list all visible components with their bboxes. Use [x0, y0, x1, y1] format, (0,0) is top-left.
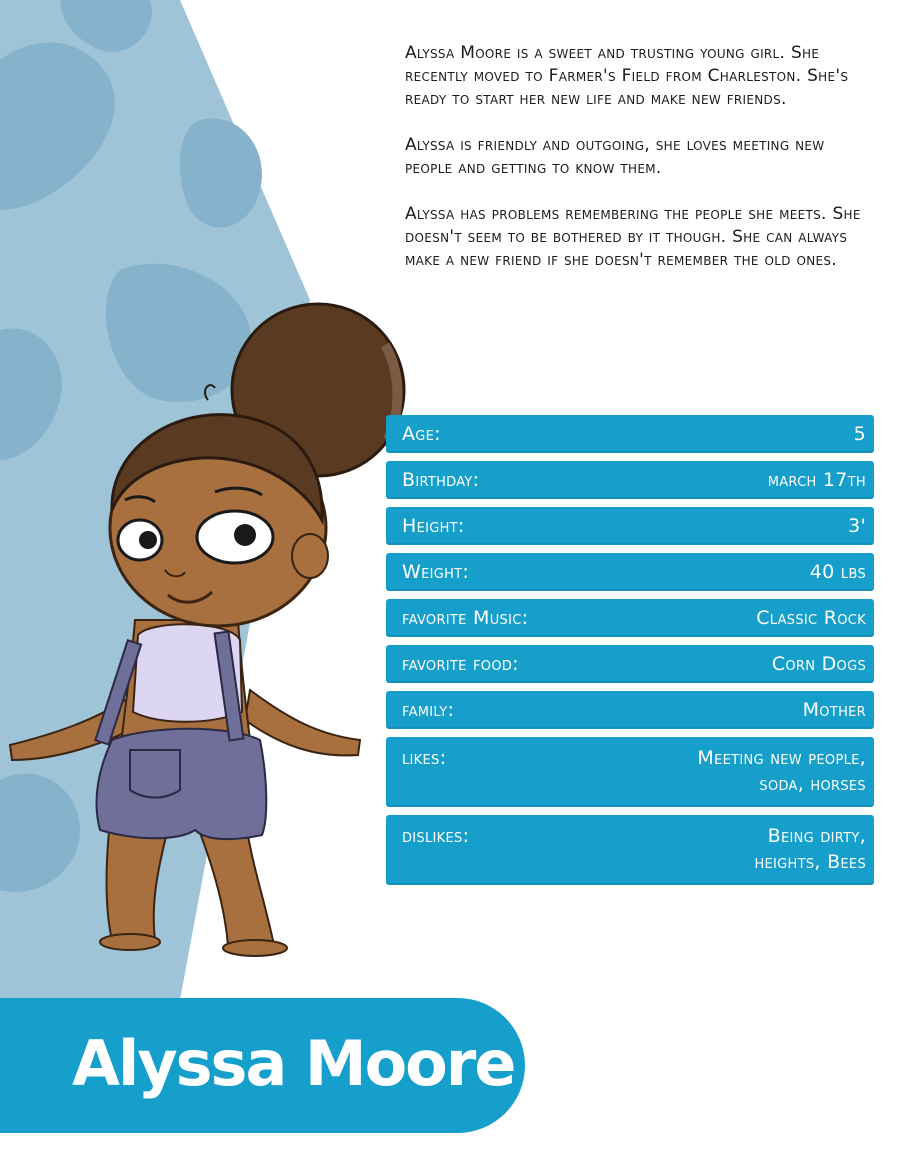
stat-value-line: soda, horses: [759, 773, 866, 795]
stat-value: march 17th: [767, 469, 866, 491]
stat-row-favorite-music: [386, 599, 874, 637]
stat-value: Mother: [802, 699, 866, 721]
stat-value: 5: [853, 423, 866, 445]
stat-row-favorite-food: [386, 645, 874, 683]
stat-value: 3': [848, 515, 866, 537]
stat-row-family: [386, 691, 874, 729]
background-blob: [180, 118, 262, 227]
stat-row-birthday: [386, 461, 874, 499]
name-banner: [0, 998, 525, 1133]
stat-label: family:: [402, 699, 455, 721]
stat-value-line: heights, Bees: [754, 851, 866, 873]
stats-list: [386, 415, 874, 893]
stat-row-height: [386, 507, 874, 545]
bio-paragraph: Alyssa Moore is a sweet and trusting young girl. She recently moved to Farmer's Field from Charleston. She's ready to start her new life and make new friends.: [405, 43, 849, 109]
stat-row-likes: [386, 737, 874, 807]
bio-paragraph: Alyssa has problems remembering the people she meets. She doesn't seem to be bothered by it though. She can always make a new friend if she doesn't remember the old ones.: [405, 204, 861, 270]
stat-row-weight: [386, 553, 874, 591]
bio-paragraph: Alyssa is friendly and outgoing, she loves meeting new people and getting to know them.: [405, 135, 825, 178]
stat-value: Classic Rock: [756, 607, 866, 629]
stat-label: favorite Music:: [402, 607, 529, 629]
stat-value: [697, 745, 866, 797]
stat-row-dislikes: [386, 815, 874, 885]
stat-value: [754, 823, 866, 875]
stat-value-line: Meeting new people,: [697, 747, 866, 769]
stat-label: Weight:: [402, 561, 470, 583]
character-name: Alyssa Moore: [72, 1027, 515, 1100]
stat-label: Height:: [402, 515, 465, 537]
stat-label: Age:: [402, 423, 441, 445]
character-bio: [405, 42, 875, 295]
stat-value: Corn Dogs: [771, 653, 866, 675]
stat-label: Birthday:: [402, 469, 480, 491]
stat-value: 40 lbs: [809, 561, 866, 583]
stat-label: favorite food:: [402, 653, 519, 675]
stat-label: dislikes:: [402, 825, 470, 847]
stat-value-line: Being dirty,: [767, 825, 866, 847]
stat-label: likes:: [402, 747, 447, 769]
stat-row-age: [386, 415, 874, 453]
